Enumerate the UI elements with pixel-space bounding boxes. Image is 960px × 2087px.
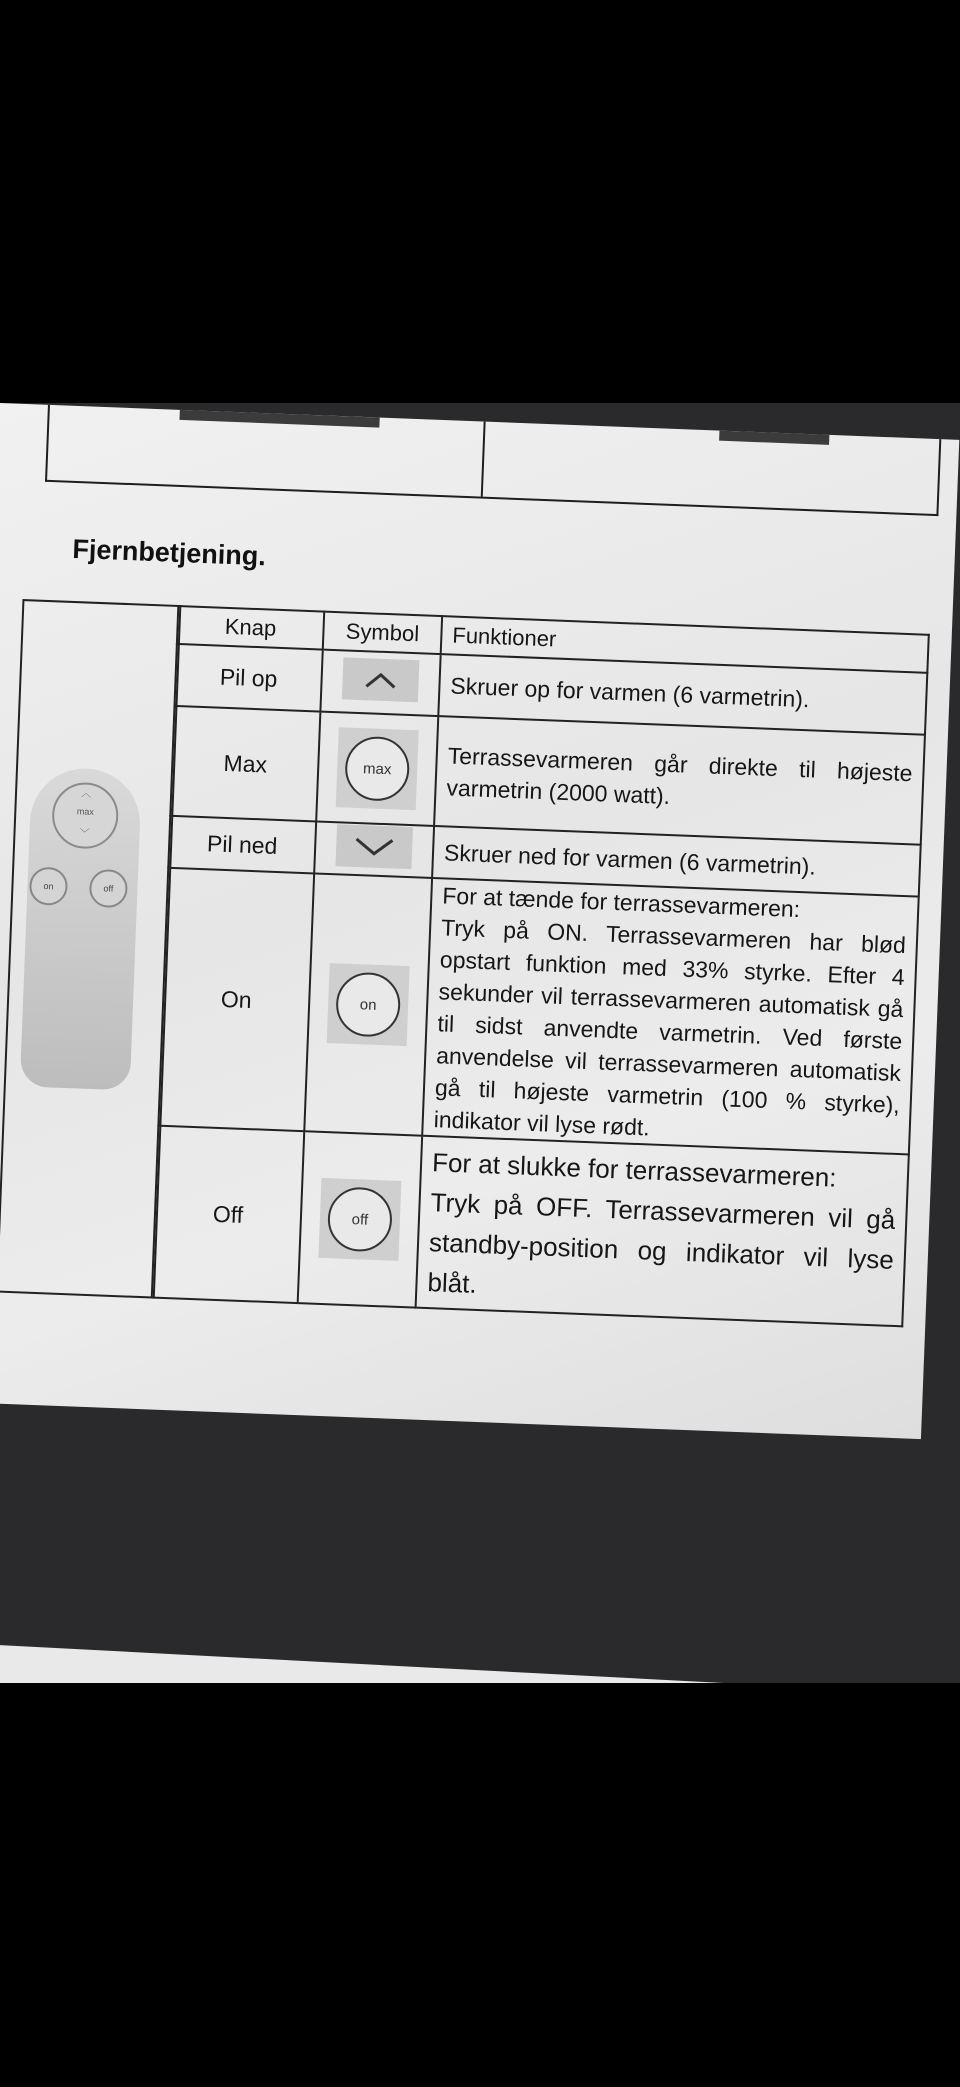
funktion-cell	[416, 1136, 909, 1327]
symbol-cell	[320, 650, 440, 716]
funktion-cell: Skruer op for varmen (6 varmetrin).	[438, 654, 927, 735]
symbol-cell	[314, 821, 434, 877]
remote-off-button: off	[89, 869, 128, 908]
col-header-symbol: Symbol	[323, 612, 442, 655]
remote-nav-ring	[51, 781, 119, 849]
table-row	[158, 868, 918, 1155]
funktion-body: Tryk på OFF. Terrassevarmeren vil gå standby-position og indikator vil lyse blåt.	[426, 1187, 896, 1299]
knap-cell: On	[158, 868, 314, 1131]
table-row	[152, 1126, 909, 1327]
knap-cell: Pil op	[175, 644, 323, 712]
funktion-cell: Terrassevarmeren går direkte til højeste varmetrin (2000 watt).	[434, 716, 925, 845]
top-table-remnant	[45, 405, 941, 516]
remote-down-arrow-icon: ﹀	[79, 828, 90, 840]
funktion-body: Tryk på ON. Terrassevarmeren har blød opstart funktion med 33% styrke. Efter 4 sekunder vil terrassevarmeren automatisk gå til sidst anvendte varmetrin. Ved første anvendelse vil terrassevarmeren automatisk gå til højeste varmetrin (100 % styrke), indikator vil lyse rødt.	[433, 914, 907, 1141]
symbol-cell	[316, 712, 438, 826]
table-surface	[0, 1643, 960, 1683]
remote-functions-table	[151, 605, 930, 1327]
symbol-cell	[304, 873, 432, 1135]
remote-control	[20, 766, 142, 1090]
knap-cell: Pil ned	[168, 816, 316, 874]
col-header-knap: Knap	[177, 606, 324, 650]
knap-cell: Off	[152, 1126, 304, 1303]
off-button-icon: off	[318, 1178, 401, 1261]
page-heading: Fjernbetjening.	[71, 533, 267, 572]
photo	[0, 403, 960, 1683]
funktion-cell	[422, 878, 919, 1155]
remote-up-arrow-icon: ︿	[80, 788, 92, 800]
funktion-title: For at tænde for terrassevarmeren:	[441, 882, 801, 923]
on-button-icon: on	[327, 963, 410, 1046]
funktion-title: For at slukke for terrassevarmeren:	[431, 1147, 838, 1193]
max-button-icon: max	[336, 727, 419, 810]
symbol-cell	[298, 1131, 423, 1307]
funktion-cell: Skruer ned for varmen (6 varmetrin).	[432, 826, 921, 897]
remote-on-button: on	[29, 867, 68, 906]
knap-cell: Max	[170, 706, 320, 822]
chevron-down-icon	[335, 824, 413, 869]
manual-page	[0, 403, 959, 1439]
chevron-up-icon	[342, 657, 420, 702]
col-header-funktioner: Funktioner	[441, 616, 929, 673]
remote-max-label: max	[76, 806, 95, 817]
